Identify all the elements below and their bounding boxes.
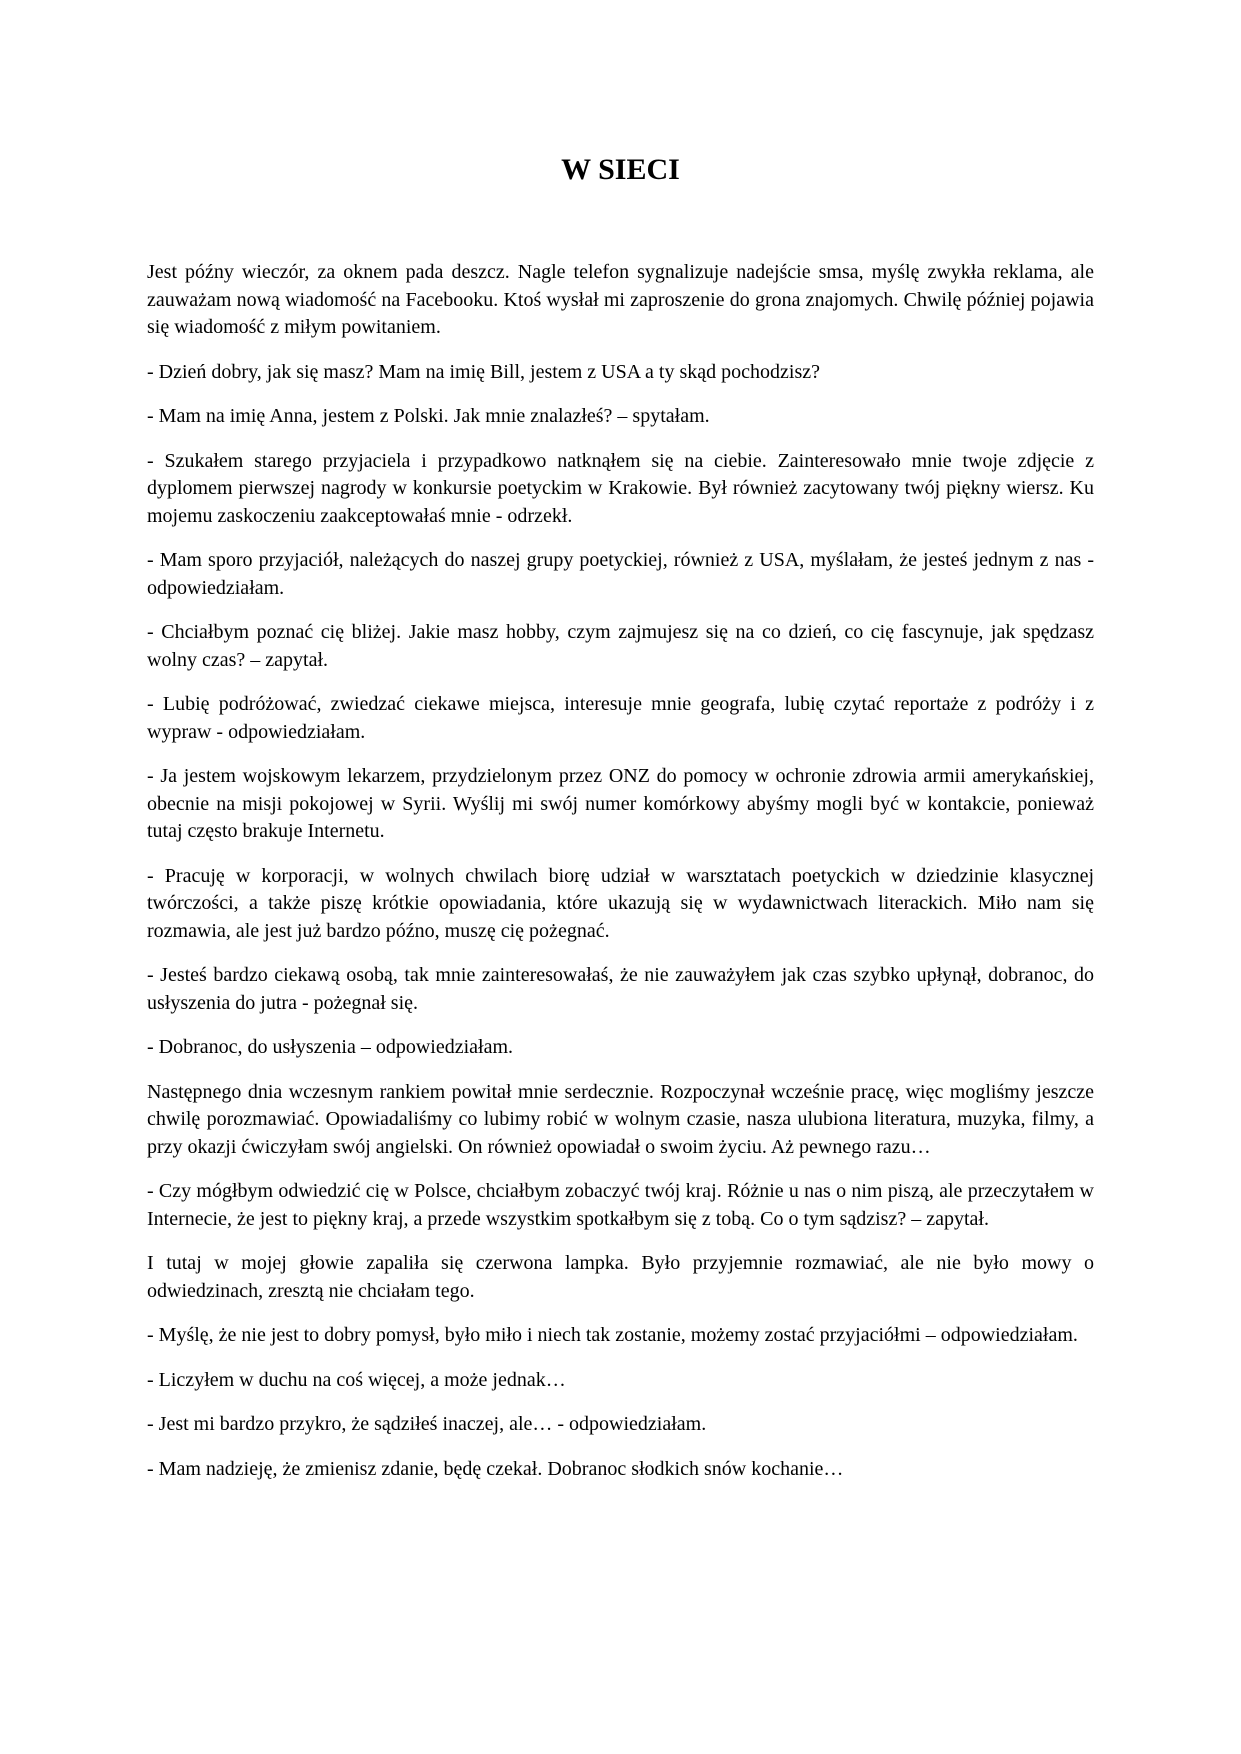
story-body bbox=[147, 259, 1094, 1500]
paragraph-12: Następnego dnia wczesnym rankiem powitał mnie serdecznie. Rozpoczynał wcześnie pracę, więc mogliśmy jeszcze chwilę porozmawiać. Opowiadaliśmy co lubimy robić w wolnym czasie, nasza ulubiona literatura, muzyka, filmy, a przy okazji ćwiczyłam swój angielski. On również opowiadał o swoim życiu. Aż pewnego razu… bbox=[147, 1080, 1094, 1158]
paragraph-10: - Jesteś bardzo ciekawą osobą, tak mnie zainteresowałaś, że nie zauważyłem jak czas szybko upłynął, dobranoc, do usłyszenia do jutra - pożegnał się. bbox=[147, 964, 1094, 1014]
paragraph-5: - Mam sporo przyjaciół, należących do naszej grupy poetyckiej, również z USA, myślałam, że jesteś jednym z nas - odpowiedziałam. bbox=[147, 549, 1094, 599]
paragraph-2: - Dzień dobry, jak się masz? Mam na imię Bill, jestem z USA a ty skąd pochodzisz? bbox=[147, 360, 820, 383]
paragraph-16: - Liczyłem w duchu na coś więcej, a może jednak… bbox=[147, 1368, 566, 1391]
paragraph-7: - Lubię podróżować, zwiedzać ciekawe miejsca, interesuje mnie geografa, lubię czytać reportaże z podróży i z wypraw - odpowiedziałam. bbox=[147, 693, 1094, 743]
paragraph-17: - Jest mi bardzo przykro, że sądziłeś inaczej, ale… - odpowiedziałam. bbox=[147, 1413, 707, 1435]
paragraph-4: - Szukałem starego przyjaciela i przypadkowo natknąłem się na ciebie. Zainteresowało mnie twoje zdjęcie z dyplomem pierwszej nagrody w konkursie poetyckim w Krakowie. Był również zacytowany twój piękny wiersz. Ku mojemu zaskoczeniu zaakceptowałaś mnie - odrzekł. bbox=[147, 449, 1094, 527]
paragraph-1: Jest późny wieczór, za oknem pada deszcz. Nagle telefon sygnalizuje nadejście smsa, myślę zwykła reklama, ale zauważam nową wiadomość na Facebooku. Ktoś wysłał mi zaproszenie do grona znajomych. Chwilę później pojawia się wiadomość z miłym powitaniem. bbox=[147, 261, 1094, 338]
paragraph-8: - Ja jestem wojskowym lekarzem, przydzielonym przez ONZ do pomocy w ochronie zdrowia armii amerykańskiej, obecnie na misji pokojowej w Syrii. Wyślij mi swój numer komórkowy abyśmy mogli być w kontakcie, ponieważ tutaj często brakuje Internetu. bbox=[147, 765, 1094, 842]
paragraph-13: - Czy mógłbym odwiedzić cię w Polsce, chciałbym zobaczyć twój kraj. Różnie u nas o nim piszą, ale przeczytałem w Internecie, że jest to piękny kraj, a przede wszystkim spotkałbym się z tobą. Co o tym sądzisz? – zapytał. bbox=[147, 1180, 1094, 1230]
paragraph-9: - Pracuję w korporacji, w wolnych chwilach biorę udział w warsztatach poetyckich w dziedzinie klasycznej twórczości, a także piszę krótkie opowiadania, które ukazują się w wydawnictwach literackich. Miło nam się rozmawia, ale jest już bardzo późno, muszę cię pożegnać. bbox=[147, 864, 1094, 942]
paragraph-14: I tutaj w mojej głowie zapaliła się czerwona lampka. Było przyjemnie rozmawiać, ale nie było mowy o odwiedzinach, zresztą nie chciałam tego. bbox=[147, 1252, 1094, 1302]
page-title: W SIECI bbox=[561, 153, 680, 186]
paragraph-11: - Dobranoc, do usłyszenia – odpowiedziałam. bbox=[147, 1036, 514, 1058]
paragraph-18: - Mam nadzieję, że zmienisz zdanie, będę czekał. Dobranoc słodkich snów kochanie… bbox=[147, 1457, 844, 1480]
paragraph-15: - Myślę, że nie jest to dobry pomysł, było miło i niech tak zostanie, możemy zostać przyjaciółmi – odpowiedziałam. bbox=[147, 1324, 1078, 1346]
paragraph-3: - Mam na imię Anna, jestem z Polski. Jak mnie znalazłeś? – spytałam. bbox=[147, 405, 710, 427]
paragraph-6: - Chciałbym poznać cię bliżej. Jakie masz hobby, czym zajmujesz się na co dzień, co cię fascynuje, jak spędzasz wolny czas? – zapytał. bbox=[147, 621, 1094, 671]
